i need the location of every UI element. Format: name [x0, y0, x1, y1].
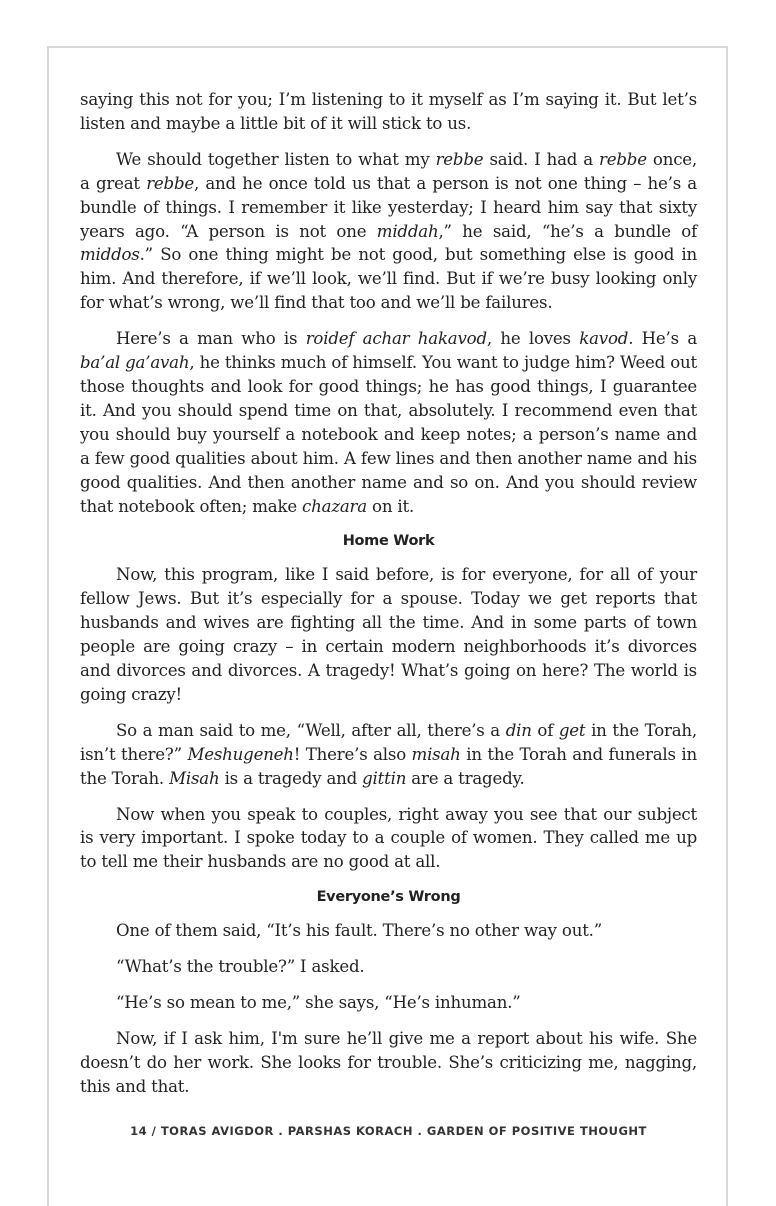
italic-term: ba’al ga’avah [80, 353, 190, 373]
italic-term: rebbe [599, 149, 647, 169]
text-run: We should together listen to what my [116, 149, 436, 169]
text-run: Here’s a man who is [116, 329, 306, 349]
text-run: on it. [366, 496, 415, 516]
text-run: So a man said to me, “Well, after all, there’s a [116, 720, 506, 740]
paragraph-5 [80, 719, 697, 791]
paragraph-2 [80, 148, 697, 315]
text-run: , he thinks much of himself. You want to judge him? Weed out those thoughts and look for good things; he has good things, I guarantee it. And you should spend time on that, absolutely. I recommend even that you should buy yourself a notebook and keep notes; a person’s name and a few good qualities about him. A few lines and then another name and his good qualities. And then another name and so on. And you should review that notebook often; make [80, 353, 697, 516]
text-run: ,” he said, “he’s a bundle of [438, 221, 698, 241]
italic-term: misah [411, 744, 461, 764]
text-run: is a tragedy and [219, 768, 363, 788]
paragraph-8: “What’s the trouble?” I asked. [116, 957, 365, 977]
italic-term: kavod [579, 329, 629, 349]
section-heading-everyones-wrong: Everyone’s Wrong [316, 889, 461, 906]
paragraph-3 [80, 327, 697, 518]
text-run: once, a great [80, 149, 697, 193]
italic-term: middos [80, 245, 140, 265]
italic-term: din [505, 720, 532, 740]
italic-term: rebbe [146, 173, 195, 193]
italic-term: middah [376, 221, 439, 241]
page-footer [80, 1124, 697, 1138]
running-title: / TORAS AVIGDOR . PARSHAS KORACH . GARDEN OF POSITIVE THOUGHT [147, 1124, 647, 1138]
text-run: said. I had a [483, 149, 600, 169]
text-run: in the Torah, isn’t there?” [80, 720, 697, 764]
text-run: , he loves [486, 329, 580, 349]
italic-term: roidef achar hakavod [305, 329, 487, 349]
italic-term: Meshugeneh [187, 744, 294, 764]
page-number: 14 [130, 1124, 148, 1138]
page-body [80, 88, 697, 1111]
text-run: are a tragedy. [406, 768, 525, 788]
text-run: . He’s a [628, 329, 698, 349]
text-run: .” So one thing might be not good, but something else is good in him. And therefore, if we’ll look, we’ll find. But if we’re busy looking only for what’s wrong, we’ll find that too and we’ll be failures. [80, 245, 697, 313]
paragraph-9: “He’s so mean to me,” she says, “He’s inhuman.” [116, 993, 521, 1013]
text-run: in the Torah and funerals in the Torah. [80, 744, 697, 788]
text-run: , and he once told us that a person is not one thing – he’s a bundle of things. I remember it like yesterday; I heard him say that sixty years ago. “A person is not one [80, 173, 697, 241]
italic-term: get [558, 720, 586, 740]
paragraph-10: Now, if I ask him, I'm sure he’ll give me a report about his wife. She doesn’t do her work. She looks for trouble. She’s criticizing me, nagging, this and that. [80, 1029, 697, 1096]
paragraph-7: One of them said, “It’s his fault. There’s no other way out.” [116, 921, 603, 941]
paragraph-4: Now, this program, like I said before, is for everyone, for all of your fellow Jews. But it’s especially for a spouse. Today we get reports that husbands and wives are fighting all the time. And in some parts of town people are going crazy – in certain modern neighborhoods it’s divorces and divorces and divorces. A tragedy! What’s going on here? The world is going crazy! [80, 565, 697, 704]
text-run: of [531, 720, 559, 740]
italic-term: rebbe [435, 149, 484, 169]
paragraph-1: saying this not for you; I’m listening to it myself as I’m saying it. But let’s listen and maybe a little bit of it will stick to us. [80, 90, 697, 133]
italic-term: Misah [169, 768, 220, 788]
text-run: ! There’s also [293, 744, 412, 764]
italic-term: chazara [302, 496, 367, 516]
paragraph-6: Now when you speak to couples, right away you see that our subject is very important. I spoke today to a couple of women. They called me up to tell me their husbands are no good at all. [80, 804, 697, 872]
italic-term: gittin [362, 768, 407, 788]
section-heading-home-work: Home Work [342, 533, 435, 550]
